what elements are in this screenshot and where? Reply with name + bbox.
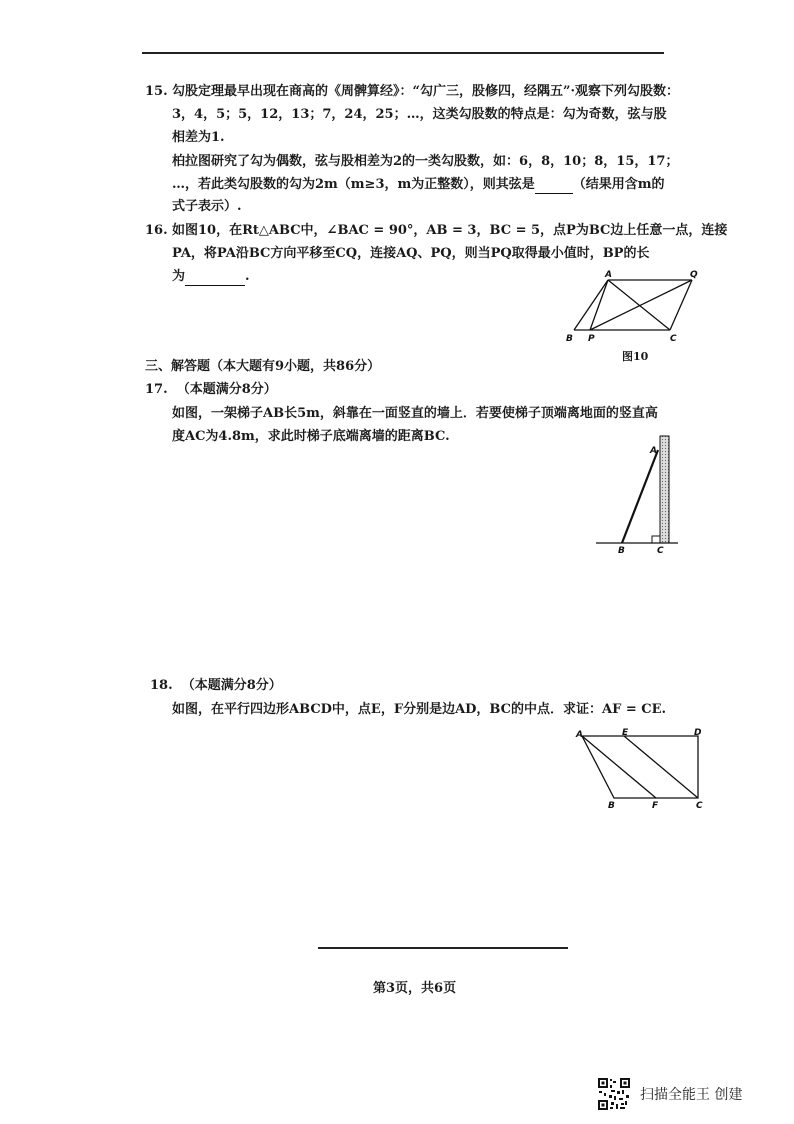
q17-line1: 如图，一架梯子AB长5m，斜靠在一面竖直的墙上．若要使梯子顶端离地面的竖直高 [172, 406, 658, 421]
q17-score: （本题满分8分） [176, 382, 277, 397]
scanner-brand-text: 扫描全能王 创建 [640, 1087, 743, 1103]
q15-line4: 柏拉图研究了勾为偶数，弦与股相差为2的一类勾股数，如：6，8，10；8，15，17； [172, 154, 679, 169]
fig10-label-C: C [670, 334, 677, 344]
figure-10 [560, 268, 710, 346]
top-rule [142, 52, 664, 54]
q15-line2: 3，4，5；5，12，13；7，24，25；…，这类勾股数的特点是：勾为奇数，弦与股 [172, 107, 667, 122]
fig17-label-B: B [618, 546, 625, 556]
q15-number: 15. [145, 84, 168, 99]
section3-title: 三、解答题（本大题有9小题，共86分） [145, 359, 381, 374]
q17-line2: 度AC为4.8m，求此时梯子底端离墙的距离BC. [172, 429, 450, 444]
figure-ladder [592, 432, 684, 556]
q18-header [150, 677, 282, 695]
fig17-ladder-AB [622, 450, 658, 543]
fig17-label-A: A [650, 446, 657, 456]
fig18-segment-EC [624, 736, 698, 798]
fig18-label-B: B [608, 801, 615, 810]
fig18-label-A: A [576, 730, 583, 740]
fig10-segment-AB [574, 280, 608, 330]
figure-10-caption: 图10 [622, 350, 649, 363]
fig17-wall [660, 436, 669, 543]
q16-line3 [172, 268, 250, 286]
q16-line1: 如图10，在Rt△ABC中，∠BAC = 90°，AB = 3，BC = 5，点P为BC边上任意一点，连接 [172, 223, 728, 238]
q17-number: 17. [145, 382, 168, 397]
q16-number: 16. [145, 223, 168, 238]
q18-line1: 如图，在平行四边形ABCD中，点E，F分别是边AD，BC的中点．求证：AF = CE. [172, 702, 667, 717]
q17-header [145, 381, 277, 399]
q16-line2: PA，将PA沿BC方向平移至CQ，连接AQ、PQ，则当PQ取得最小值时，BP的长 [172, 246, 650, 261]
fig18-label-D: D [694, 728, 702, 738]
q15-line5-a: …，若此类勾股数的勾为2m（m≥3，m为正整数），则其弦是 [172, 177, 535, 192]
q15-line5-b: （结果用含m的 [572, 177, 665, 192]
q15-answer-blank[interactable] [535, 179, 573, 194]
fig18-parallelogram-ABCD [582, 736, 698, 798]
q16-line3-a: 为 [172, 269, 186, 284]
fig17-label-C: C [657, 546, 664, 556]
q16-answer-blank[interactable] [185, 271, 245, 286]
q15-line3: 相差为1. [172, 130, 225, 145]
q15-line6: 式子表示）. [172, 199, 242, 214]
bottom-rule [318, 947, 568, 949]
fig10-segment-AC [608, 280, 670, 330]
q15-line5 [172, 176, 665, 194]
fig18-label-C: C [696, 801, 703, 810]
page-number: 第3页，共6页 [373, 981, 457, 996]
fig10-label-Q: Q [690, 270, 698, 280]
fig10-label-P: P [588, 334, 595, 344]
fig17-right-angle-mark [652, 536, 660, 543]
qr-code-icon [597, 1077, 631, 1111]
figure-parallelogram [572, 726, 706, 810]
fig10-segment-QC [670, 280, 692, 330]
q15-line1: 勾股定理最早出现在商高的《周髀算经》：“勾广三，股修四，经隅五”·观察下列勾股数： [172, 84, 679, 99]
q18-score: （本题满分8分） [181, 678, 282, 693]
q18-number: 18. [150, 678, 173, 693]
fig18-label-E: E [622, 728, 629, 738]
fig10-label-A: A [605, 270, 612, 280]
fig18-segment-AF [582, 736, 656, 798]
fig18-label-F: F [652, 801, 659, 810]
q16-line3-b: . [245, 269, 250, 284]
fig10-label-B: B [566, 334, 573, 344]
